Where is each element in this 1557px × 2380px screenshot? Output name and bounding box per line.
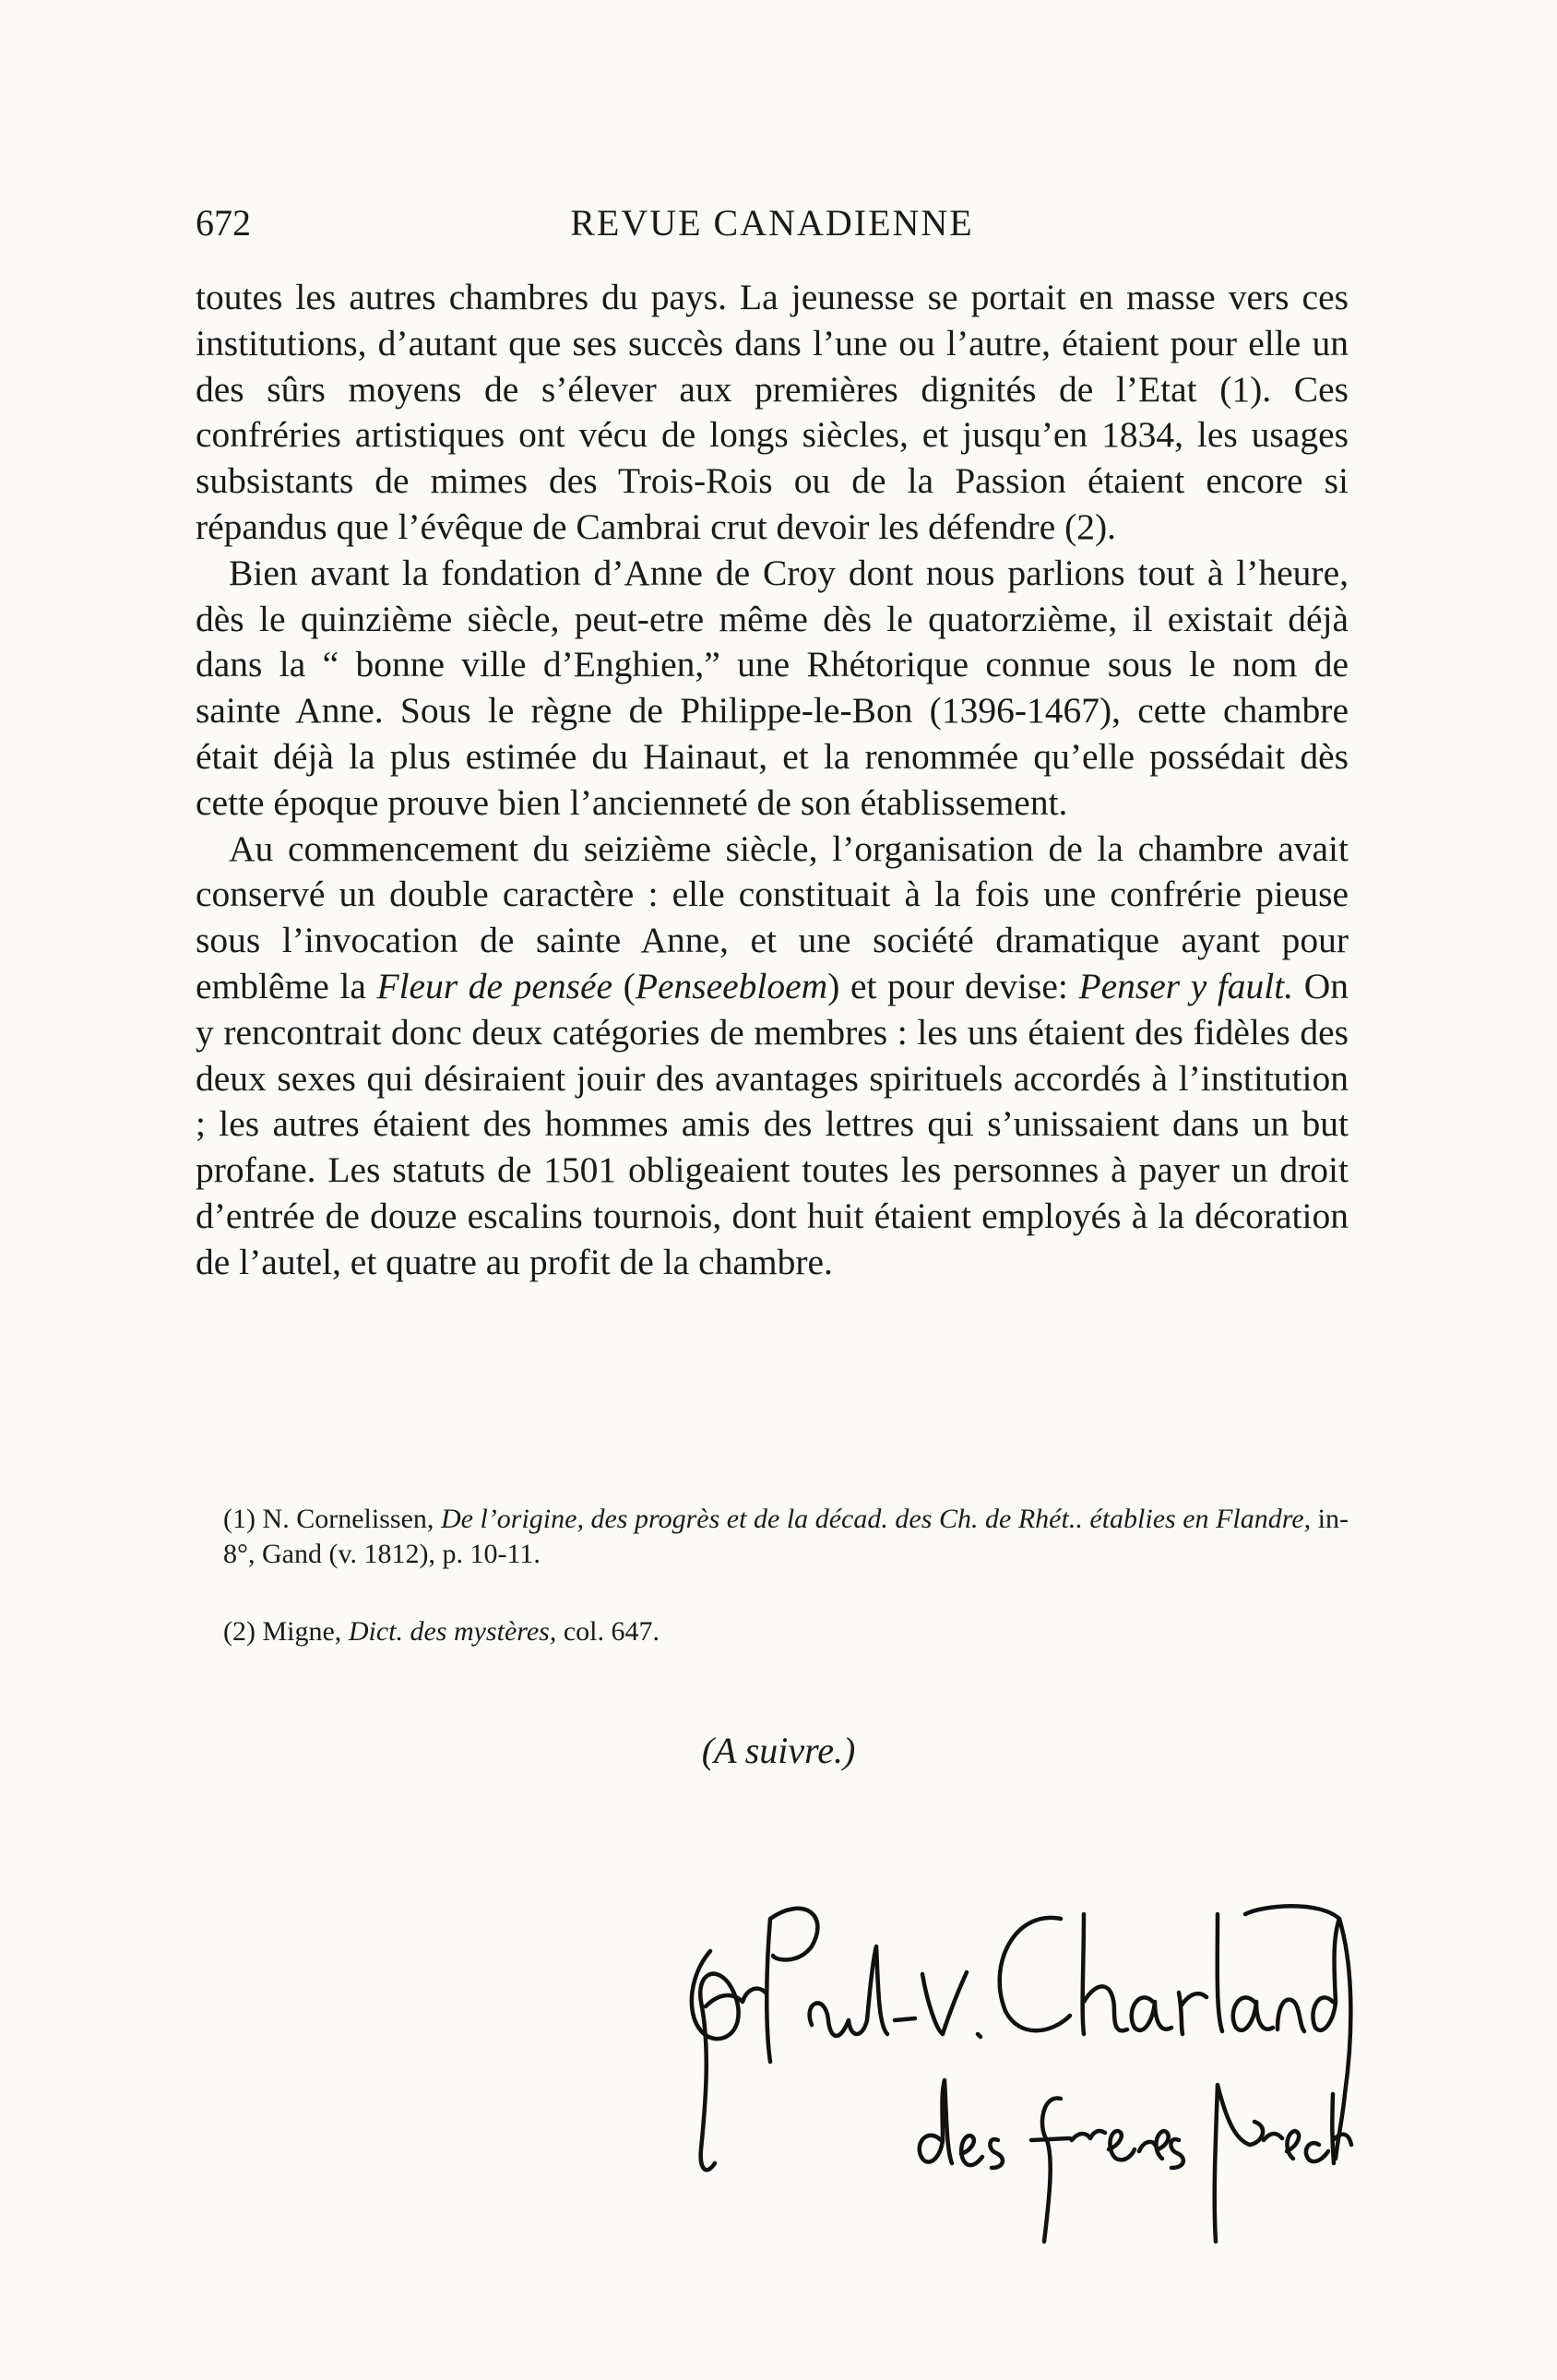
body-text — [196, 275, 1349, 1286]
text-run: ) et pour devise: — [827, 965, 1079, 1006]
handwritten-signature — [673, 1863, 1356, 2251]
paragraph-2 — [196, 551, 1349, 827]
paragraph-1 — [196, 275, 1349, 551]
italic-run: De l’origine, des progrès et de la décad. des Ch. de Rhét.. établies en Flandre, — [440, 1504, 1312, 1534]
text-run: (2) Migne, — [223, 1616, 349, 1647]
footnotes — [223, 1502, 1349, 1692]
signature-drawing — [673, 1863, 1356, 2251]
paragraph-3 — [196, 827, 1349, 1286]
italic-run: Fleur de pensée — [376, 965, 613, 1006]
text-run: Bien avant la fondation d’Anne de Croy dont nous parlions tout à l’heure, dès le quinzième siècle, peut-etre même dès le quatorzième, il existait déjà dans la “ bonne ville d’Enghien,” une Rhétorique connue sous le nom de sainte Anne. Sous le règne de Philippe-le-Bon (1396-1467), cette chambre était déjà la plus estimée du Hainaut, et la renommée qu’elle possédait dès cette époque prouve bien l’ancienneté de son établissement. — [196, 552, 1349, 823]
text-run: col. 647. — [556, 1616, 660, 1647]
italic-run: Penseebloem — [635, 965, 828, 1006]
text-run: On y rencontrait donc deux catégories de membres : les uns étaient des fidèles des deux sexes qui désiraient jouir des avantages spirituels accordés à l’institution ; les autres étaient des hommes amis des lettres qui s’unissaient dans un but profane. Les statuts de 1501 obligeaient toutes les personnes à payer un droit d’entrée de douze escalins tournois, dont huit étaient employés à la décoration de l’autel, et quatre au profit de la chambre. — [196, 965, 1349, 1282]
text-run: in-8°, Gand (v. 1812), p. 10-11. — [223, 1504, 1349, 1569]
text-run: Au commencement du seizième siècle, l’organisation de la chambre avait conservé un double caractère : elle constituait à la fois une confrérie pieuse sous l’invocation de sainte Anne, et une société dramatique ayant pour emblême la — [196, 827, 1349, 1006]
running-head — [196, 201, 1349, 247]
continuation-note: (A suivre.) — [701, 1730, 856, 1771]
text-run: (1) N. Cornelissen, — [223, 1504, 441, 1534]
italic-run: Penser y fault. — [1078, 965, 1294, 1006]
italic-run: Dict. des mystères, — [348, 1616, 557, 1647]
journal-title: REVUE CANADIENNE — [570, 202, 974, 244]
footnote-1 — [223, 1502, 1349, 1572]
text-run: ( — [612, 965, 636, 1006]
footnote-2 — [223, 1614, 1349, 1649]
text-run: toutes les autres chambres du pays. La jeunesse se portait en masse vers ces institutions, d’autant que ses succès dans l’une ou l’autre, étaient pour elle un des sûrs moyens de s’élever aux premières dignités de l’Etat (1). Ces confréries artistiques ont vécu de longs siècles, et jusqu’en 1834, les usages subsistants de mimes des Trois-Rois ou de la Passion étaient encore si répandus que l’évêque de Cambrai crut devoir les défendre (2). — [196, 277, 1349, 547]
page-number: 672 — [196, 202, 251, 244]
